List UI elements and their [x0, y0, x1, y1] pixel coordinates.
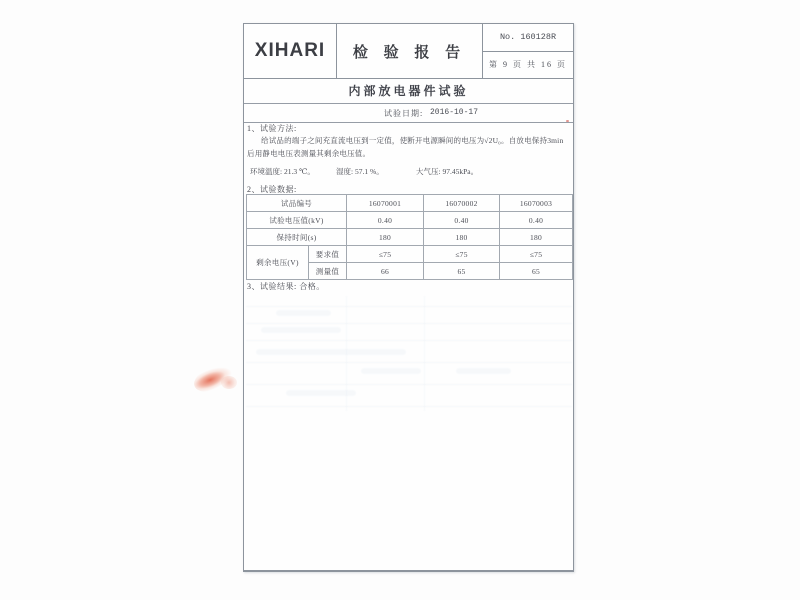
table-sublabel: 测量值 [309, 263, 347, 280]
bleed-through-ghost [246, 296, 572, 446]
env-pressure: 大气压: 97.45kPa。 [416, 167, 479, 176]
environment-line [244, 166, 573, 178]
report-header [244, 24, 573, 79]
report-number: No. 160128R [483, 24, 573, 52]
section1-heading: 1、试验方法: [247, 124, 297, 133]
table-label: 剩余电压(V) [247, 246, 309, 280]
table-row [247, 212, 573, 229]
table-label: 保持时间(s) [247, 229, 347, 246]
date-row [244, 103, 573, 123]
table-cell: 0.40 [347, 212, 424, 229]
table-cell: ≤75 [347, 246, 424, 263]
report-page [243, 23, 574, 572]
env-humidity: 湿度: 57.1 %。 [336, 167, 384, 176]
table-cell: 180 [500, 229, 573, 246]
section2-heading: 2、试验数据: [247, 185, 297, 194]
section3-result: 3、试验结果: 合格。 [247, 282, 325, 291]
report-number-box [483, 24, 573, 78]
ink-speck [566, 120, 569, 122]
table-cell: 16070001 [347, 195, 424, 212]
report-title: 检 验 报 告 [337, 24, 483, 78]
test-data-table [246, 194, 573, 280]
env-temperature: 环境温度: 21.3 ℃。 [250, 167, 315, 176]
table-cell: 180 [424, 229, 500, 246]
table-cell: 0.40 [424, 212, 500, 229]
date-label: 试验日期: [384, 109, 424, 118]
test-title: 内部放电器件试验 [244, 78, 573, 104]
xihari-logo: XIHARI [244, 24, 337, 78]
table-label: 试验电压值(kV) [247, 212, 347, 229]
page-info: 第 9 页 共 16 页 [489, 60, 567, 70]
table-cell: 65 [424, 263, 500, 280]
table-cell: 16070002 [424, 195, 500, 212]
table-row [247, 246, 573, 263]
table-cell: 0.40 [500, 212, 573, 229]
table-cell: 180 [347, 229, 424, 246]
table-label: 试品编号 [247, 195, 347, 212]
table-cell: 16070003 [500, 195, 573, 212]
table-cell: ≤75 [424, 246, 500, 263]
method-paragraph: 给试品的端子之间充直流电压到一定值，使断开电源瞬间的电压为√2U₀。自放电保持3min后用静电电压表测量其剩余电压值。 [247, 136, 564, 158]
ink-smudge [190, 359, 240, 398]
table-cell: ≤75 [500, 246, 573, 263]
table-sublabel: 要求值 [309, 246, 347, 263]
table-cell: 66 [347, 263, 424, 280]
table-cell: 65 [500, 263, 573, 280]
table-row [247, 195, 573, 212]
date-value: 2016-10-17 [430, 108, 479, 117]
ink-smudge-tail [221, 376, 237, 389]
table-row [247, 229, 573, 246]
